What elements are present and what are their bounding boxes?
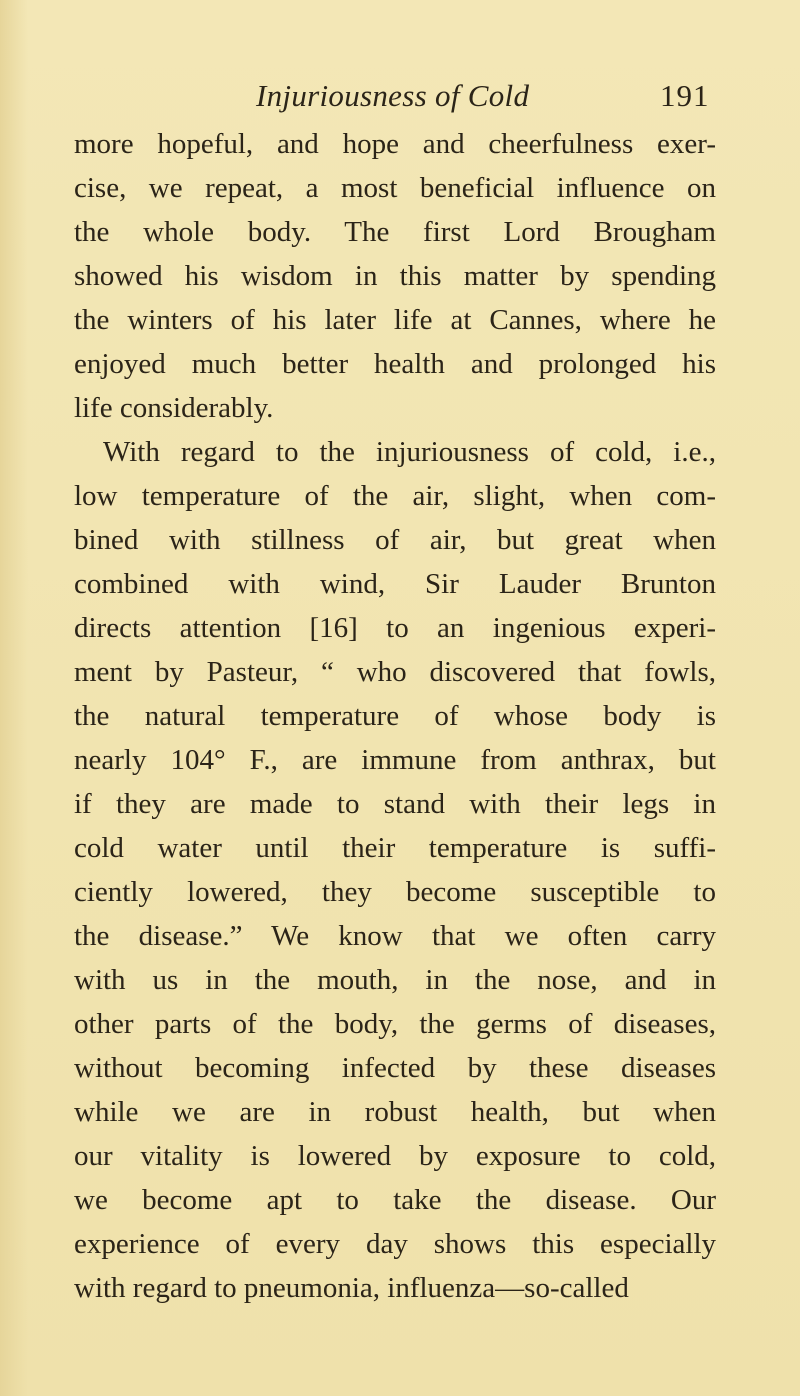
text-line: low temperature of the air, slight, when com-: [74, 480, 716, 512]
text-line: cold water until their temperature is suffi-: [74, 832, 716, 864]
text-line: bined with stillness of air, but great when: [74, 524, 716, 556]
page-gutter-shadow: [0, 0, 28, 1396]
text-line: with us in the mouth, in the nose, and in: [74, 964, 716, 996]
text-line: cise, we repeat, a most beneficial influence on: [74, 172, 716, 204]
text-line: ment by Pasteur, “ who discovered that fowls,: [74, 656, 716, 688]
text-line: ciently lowered, they become susceptible to: [74, 876, 716, 908]
text-line: nearly 104° F., are immune from anthrax, but: [74, 744, 716, 776]
text-line: the whole body. The first Lord Brougham: [74, 216, 716, 248]
text-line: more hopeful, and hope and cheerfulness exer-: [74, 128, 716, 160]
text-line: while we are in robust health, but when: [74, 1096, 716, 1128]
text-line: showed his wisdom in this matter by spending: [74, 260, 716, 292]
text-line: we become apt to take the disease. Our: [74, 1184, 716, 1216]
text-line: the disease.” We know that we often carry: [74, 920, 716, 952]
page-number: 191: [660, 78, 710, 113]
text-line: the natural temperature of whose body is: [74, 700, 716, 732]
text-line: life considerably.: [74, 392, 274, 424]
text-line: the winters of his later life at Cannes, where he: [74, 304, 716, 336]
text-line: other parts of the body, the germs of diseases,: [74, 1008, 716, 1040]
text-line: combined with wind, Sir Lauder Brunton: [74, 568, 716, 600]
body-text: [74, 122, 716, 1310]
text-line: if they are made to stand with their legs in: [74, 788, 716, 820]
running-head: [0, 78, 800, 118]
text-line: enjoyed much better health and prolonged his: [74, 348, 716, 380]
text-line: without becoming infected by these diseases: [74, 1052, 716, 1084]
text-line: with regard to pneumonia, influenza—so-called: [74, 1272, 629, 1304]
text-line: With regard to the injuriousness of cold, i.e.,: [103, 436, 716, 468]
text-line: our vitality is lowered by exposure to cold,: [74, 1140, 716, 1172]
text-line: experience of every day shows this especially: [74, 1228, 716, 1260]
running-title: Injuriousness of Cold: [256, 78, 530, 113]
text-line: directs attention [16] to an ingenious experi-: [74, 612, 716, 644]
